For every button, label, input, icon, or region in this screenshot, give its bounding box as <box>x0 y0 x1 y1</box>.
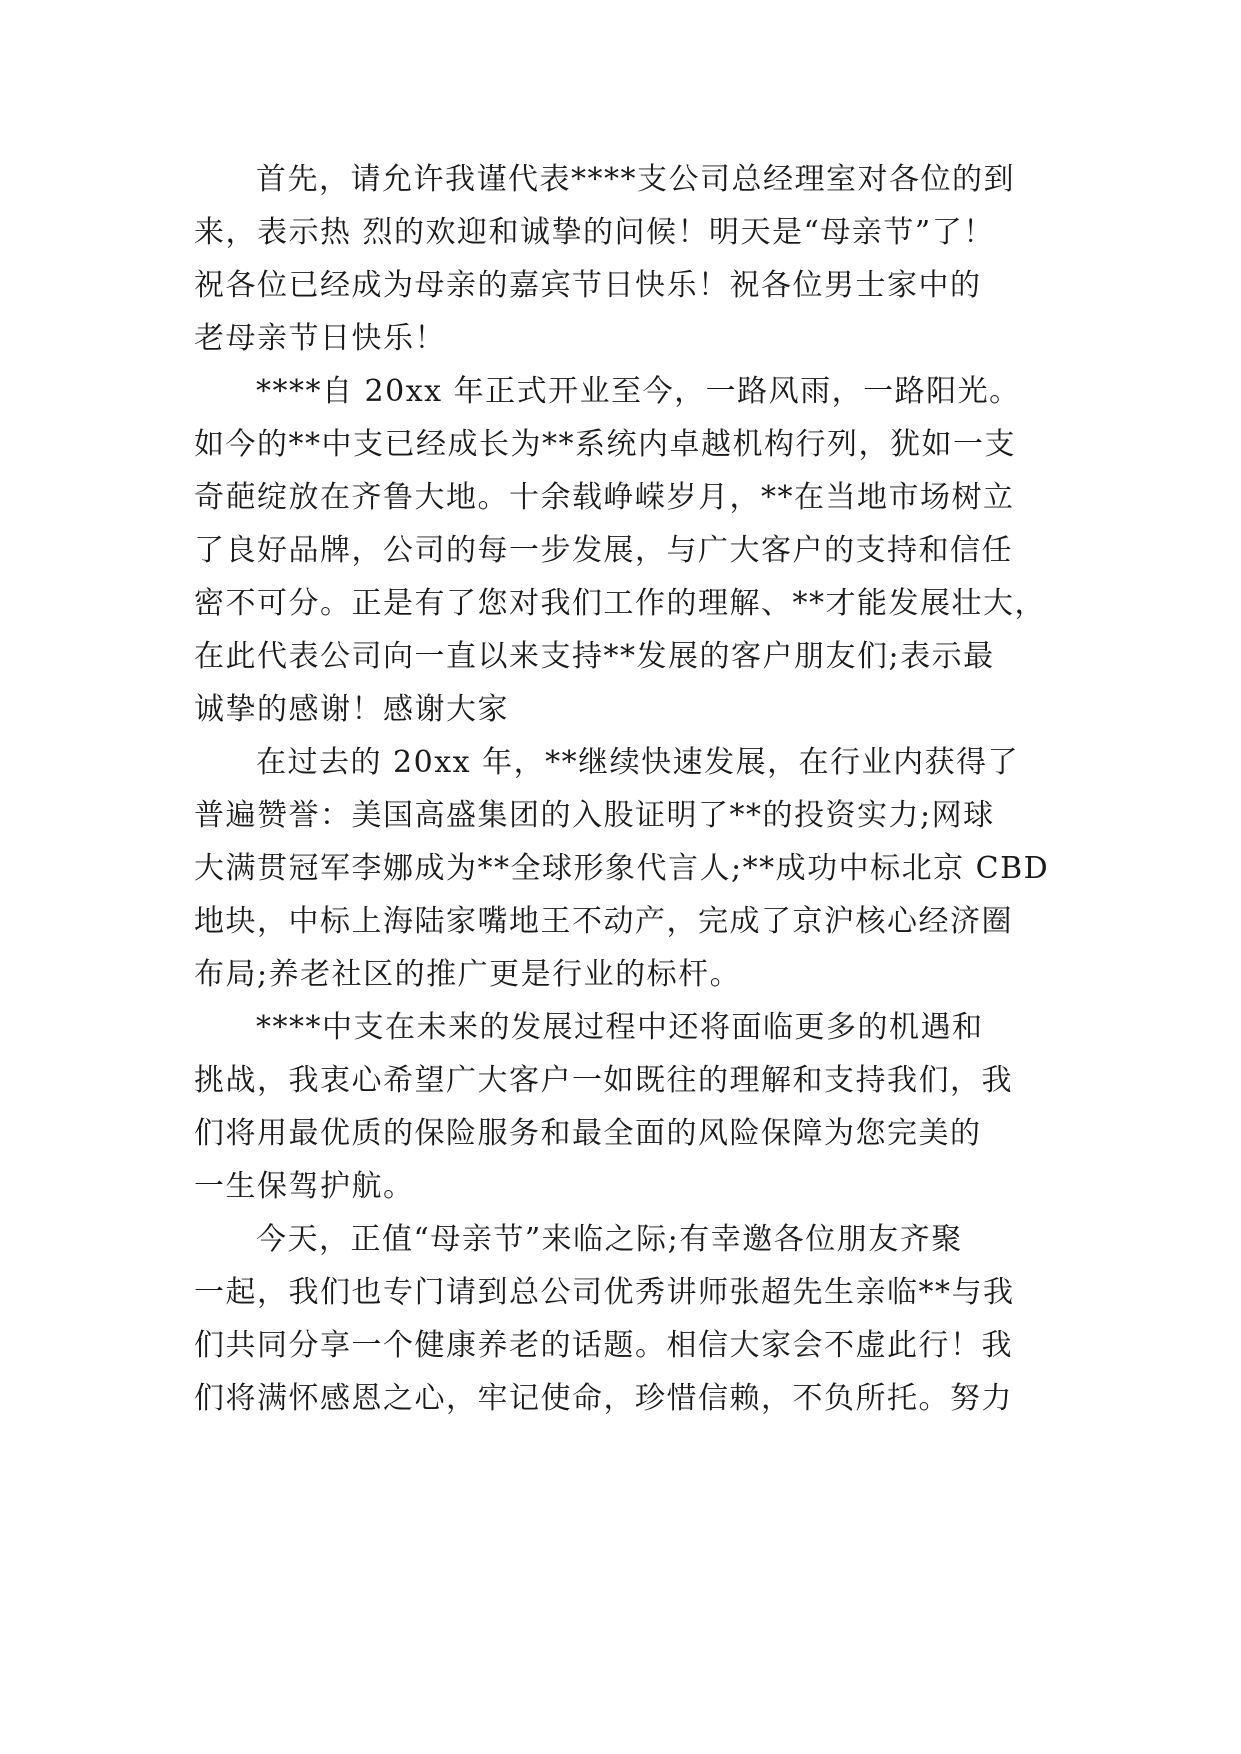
paragraph-5-line-1: 今天，正值“母亲节”来临之际;有幸邀各位朋友齐聚 <box>256 1222 963 1257</box>
paragraph-4-line-3: 们将用最优质的保险服务和最全面的风险保障为您完美的 <box>194 1116 982 1151</box>
paragraph-3-line-1: 在过去的 20xx 年，**继续快速发展，在行业内获得了 <box>256 745 1020 780</box>
paragraph-1-line-2: 来，表示热 烈的欢迎和诚挚的问候！明天是“母亲节”了！ <box>194 215 995 250</box>
paragraph-1-line-1: 首先，请允许我谨代表****支公司总经理室对各位的到 <box>256 162 1015 197</box>
paragraph-5-line-3: 们共同分享一个健康养老的话题。相信大家会不虚此行！我 <box>194 1328 1013 1363</box>
paragraph-4-line-1: ****中支在未来的发展过程中还将面临更多的机遇和 <box>256 1010 984 1045</box>
paragraph-2-line-1: ****自 20xx 年正式开业至今，一路风雨，一路阳光。 <box>256 374 1021 409</box>
paragraph-5-line-4: 们将满怀感恩之心，牢记使命，珍惜信赖，不负所托。努力 <box>194 1381 1013 1416</box>
paragraph-2-line-6: 在此代表公司向一直以来支持**发展的客户朋友们;表示最 <box>194 639 995 674</box>
paragraph-4-line-2: 挑战，我衷心希望广大客户一如既往的理解和支持我们，我 <box>194 1063 1013 1098</box>
paragraph-1-line-3: 祝各位已经成为母亲的嘉宾节日快乐！祝各位男士家中的 <box>194 268 982 303</box>
paragraph-5-line-2: 一起，我们也专门请到总公司优秀讲师张超先生亲临**与我 <box>194 1275 1015 1310</box>
paragraph-2-line-4: 了良好品牌，公司的每一步发展，与广大客户的支持和信任 <box>194 533 1013 568</box>
paragraph-3-line-2: 普遍赞誉：美国高盛集团的入股证明了**的投资实力;网球 <box>194 798 995 833</box>
paragraph-4-line-4: 一生保驾护航。 <box>194 1169 415 1204</box>
paragraph-2-line-7: 诚挚的感谢！感谢大家 <box>194 692 509 727</box>
paragraph-3-line-3: 大满贯冠军李娜成为**全球形象代言人;**成功中标北京 CBD <box>194 851 1050 886</box>
paragraph-2-line-5: 密不可分。正是有了您对我们工作的理解、**才能发展壮大， <box>194 586 1046 621</box>
paragraph-1-line-4: 老母亲节日快乐！ <box>194 321 446 356</box>
paragraph-3-line-5: 布局;养老社区的推广更是行业的标杆。 <box>194 957 742 992</box>
paragraph-2-line-3: 奇葩绽放在齐鲁大地。十余载峥嵘岁月，**在当地市场树立 <box>194 480 1015 515</box>
paragraph-2-line-2: 如今的**中支已经成长为**系统内卓越机构行列，犹如一支 <box>194 427 1016 462</box>
paragraph-3-line-4: 地块，中标上海陆家嘴地王不动产，完成了京沪核心经济圈 <box>194 904 1013 939</box>
